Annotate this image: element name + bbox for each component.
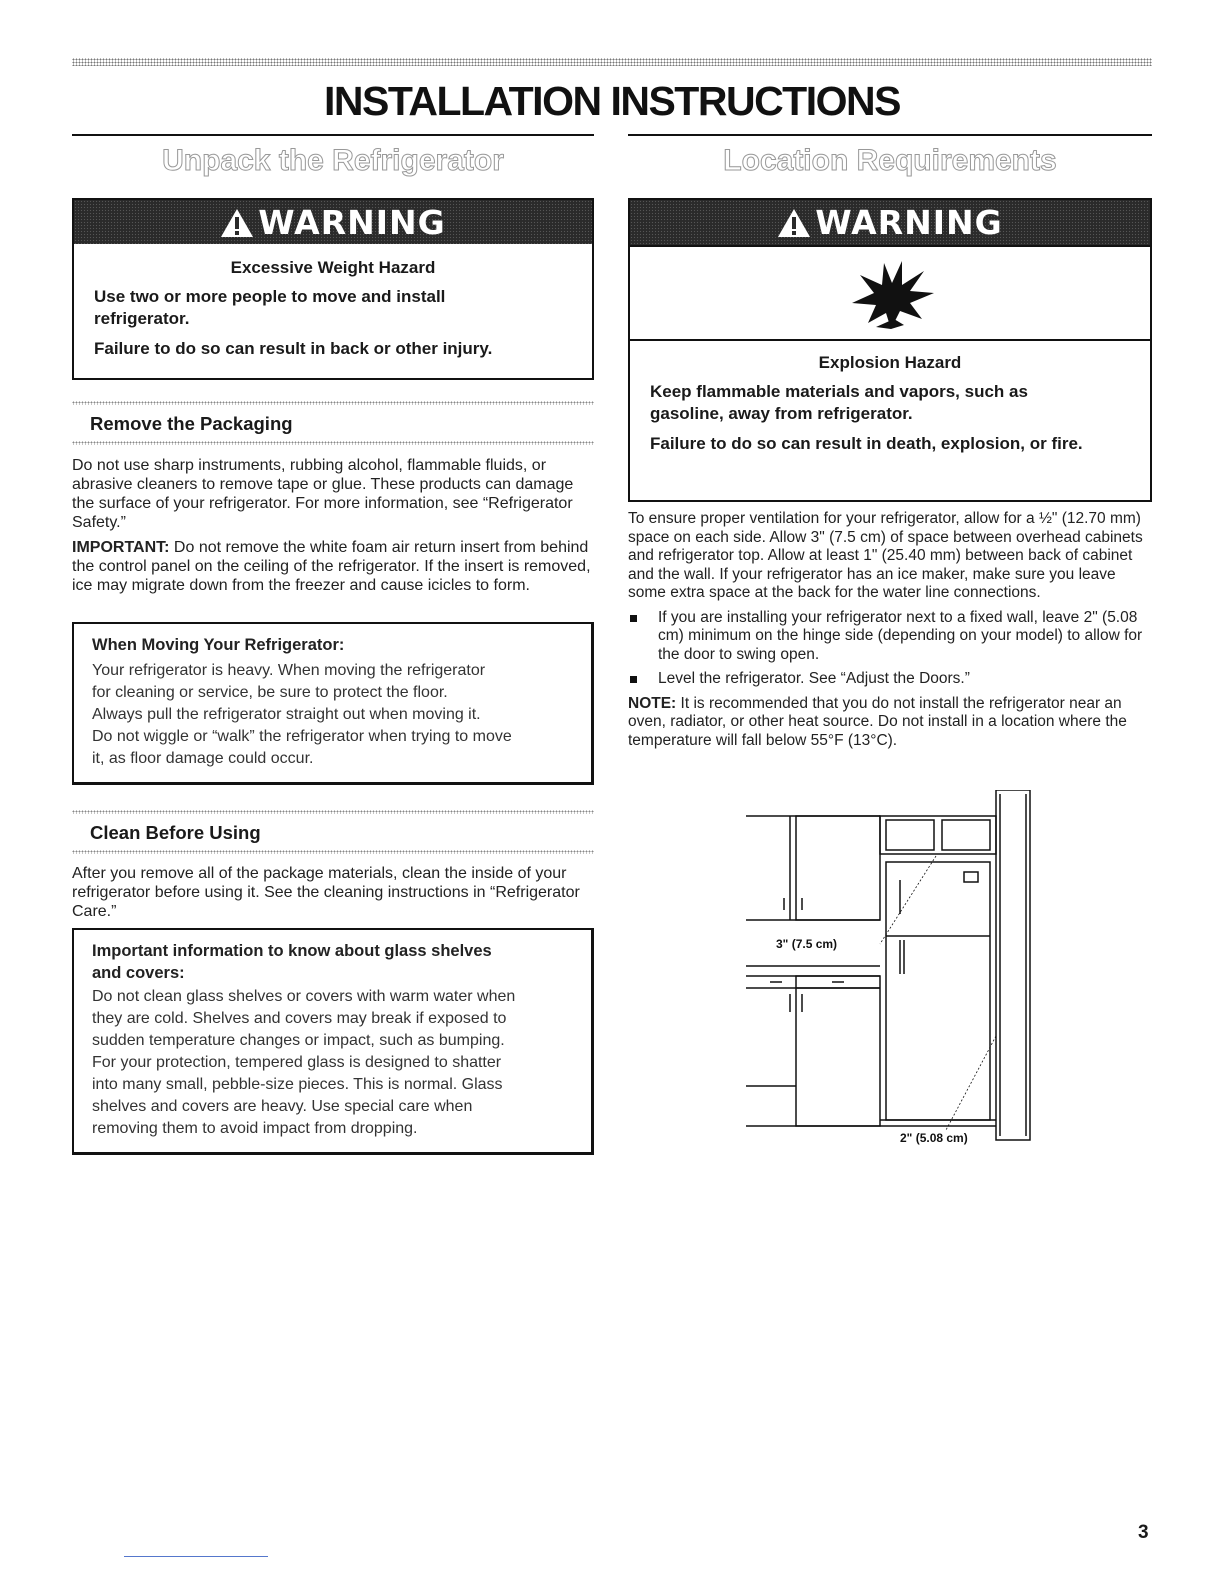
section-rule bbox=[72, 134, 594, 136]
notice-title-line: and covers: bbox=[92, 964, 185, 982]
bullet-item bbox=[628, 609, 1152, 665]
important-label: IMPORTANT: bbox=[72, 539, 170, 556]
paragraph: Do not use sharp instruments, rubbing alcohol, flammable fluids, or abrasive cleaners to remove tape or glue. These products can damage the surface of your refrigerator. For more information, see “Refrigerator Safety.” bbox=[72, 457, 574, 531]
moving-notice-box bbox=[72, 622, 594, 785]
notice-line: Your refrigerator is heavy. When moving the refrigerator bbox=[92, 662, 486, 679]
notice-line: into many small, pebble-size pieces. This is normal. Glass bbox=[92, 1076, 503, 1093]
notice-line: shelves and covers are heavy. Use special care when bbox=[92, 1098, 473, 1115]
notice-line: Do not clean glass shelves or covers with warm water when bbox=[92, 988, 516, 1005]
bullet-square-icon bbox=[630, 615, 637, 622]
hazard-title: Explosion Hazard bbox=[818, 353, 962, 372]
heading-clean-before-using bbox=[72, 822, 594, 844]
note-label: NOTE: bbox=[628, 694, 677, 712]
warning-line: Failure to do so can result in death, explosion, or fire. bbox=[650, 434, 1083, 453]
stipple-rule bbox=[72, 401, 594, 405]
notice-line: they are cold. Shelves and covers may break if exposed to bbox=[92, 1010, 507, 1027]
dimension-label-top: 3" (7.5 cm) bbox=[776, 937, 838, 951]
notice-line: sudden temperature changes or impact, such as bumping. bbox=[92, 1032, 505, 1049]
warning-banner bbox=[630, 200, 1150, 247]
clean-before-text bbox=[72, 864, 594, 927]
note-text: It is recommended that you do not install the refrigerator near an oven, radiator, or other heat source. Do not install in a location where the temperature will fall below 55°F (13°C). bbox=[628, 694, 1127, 749]
section-title-location: Location Requirements bbox=[723, 144, 1057, 177]
footer-rule bbox=[124, 1556, 268, 1557]
warning-body-weight bbox=[72, 244, 594, 380]
notice-title-line: Important information to know about glass shelves bbox=[92, 942, 492, 960]
notice-line: it, as floor damage could occur. bbox=[92, 750, 314, 767]
note-paragraph bbox=[628, 695, 1152, 751]
warning-label: WARNING bbox=[815, 203, 1003, 242]
bullet-item bbox=[628, 670, 1152, 689]
warning-triangle-icon bbox=[777, 208, 811, 238]
paragraph: To ensure proper ventilation for your refrigerator, allow for a ½" (12.70 mm) space on each side. Allow 3" (7.5 cm) of space between overhead cabinets and refrigerator top. Allow at least 1" (25.40 mm) between back of cabinet and the wall. If your refrigerator has an ice maker, make sure you leave some extra space at the back for the water line connections. bbox=[628, 510, 1143, 601]
notice-title bbox=[92, 940, 569, 984]
stipple-rule bbox=[72, 850, 594, 854]
notice-line: for cleaning or service, be sure to protect the floor. bbox=[92, 684, 448, 701]
notice-line: Always pull the refrigerator straight out when moving it. bbox=[92, 706, 481, 723]
notice-line: For your protection, tempered glass is designed to shatter bbox=[92, 1054, 502, 1071]
notice-title: When Moving Your Refrigerator: bbox=[92, 636, 345, 654]
heading-remove-packaging bbox=[72, 413, 594, 435]
page-title: INSTALLATION INSTRUCTIONS bbox=[324, 78, 900, 124]
heading-text: Remove the Packaging bbox=[90, 413, 293, 434]
page-number: 3 bbox=[1138, 1522, 1149, 1543]
stipple-rule bbox=[72, 441, 594, 445]
notice-line: Do not wiggle or “walk” the refrigerator when trying to move bbox=[92, 728, 512, 745]
bullet-text: If you are installing your refrigerator next to a fixed wall, leave 2" (5.08 cm) minimum on the hinge side (depending on your model) to allow for the door to swing open. bbox=[658, 608, 1143, 663]
explosion-symbol-area bbox=[630, 247, 1150, 341]
bullet-text: Level the refrigerator. See “Adjust the Doors.” bbox=[658, 670, 970, 687]
notice-line: removing them to avoid impact from dropping. bbox=[92, 1120, 418, 1137]
paragraph: After you remove all of the package materials, clean the inside of your refrigerator before using it. See the cleaning instructions in “Refrigerator Care.” bbox=[72, 865, 580, 920]
section-rule bbox=[628, 134, 1152, 136]
glass-shelves-notice-box bbox=[72, 928, 594, 1155]
heading-text: Clean Before Using bbox=[90, 822, 261, 843]
top-stipple-bar bbox=[72, 58, 1152, 66]
warning-triangle-icon bbox=[220, 208, 254, 238]
clearance-diagram bbox=[740, 790, 1040, 1160]
stipple-rule bbox=[72, 810, 594, 814]
section-title-unpack: Unpack the Refrigerator bbox=[162, 144, 504, 177]
important-text: Do not remove the white foam air return insert from behind the control panel on the ceiling of the refrigerator. If the insert is removed, ice may migrate down from the freezer and cause icicles to form. bbox=[72, 539, 591, 594]
remove-packaging-text bbox=[72, 456, 594, 601]
warning-label: WARNING bbox=[258, 203, 446, 242]
explosion-icon bbox=[846, 257, 936, 333]
warning-line: Use two or more people to move and install refrigerator. bbox=[94, 287, 446, 328]
warning-box-explosion bbox=[628, 198, 1152, 502]
dimension-label-bottom: 2" (5.08 cm) bbox=[900, 1131, 968, 1145]
warning-line: Keep flammable materials and vapors, such as gasoline, away from refrigerator. bbox=[650, 382, 1028, 423]
warning-line: Failure to do so can result in back or other injury. bbox=[94, 339, 493, 358]
hazard-title: Excessive Weight Hazard bbox=[230, 258, 436, 277]
location-text bbox=[628, 510, 1152, 756]
warning-banner bbox=[74, 200, 592, 247]
important-paragraph bbox=[72, 538, 594, 595]
bullet-square-icon bbox=[630, 676, 637, 683]
